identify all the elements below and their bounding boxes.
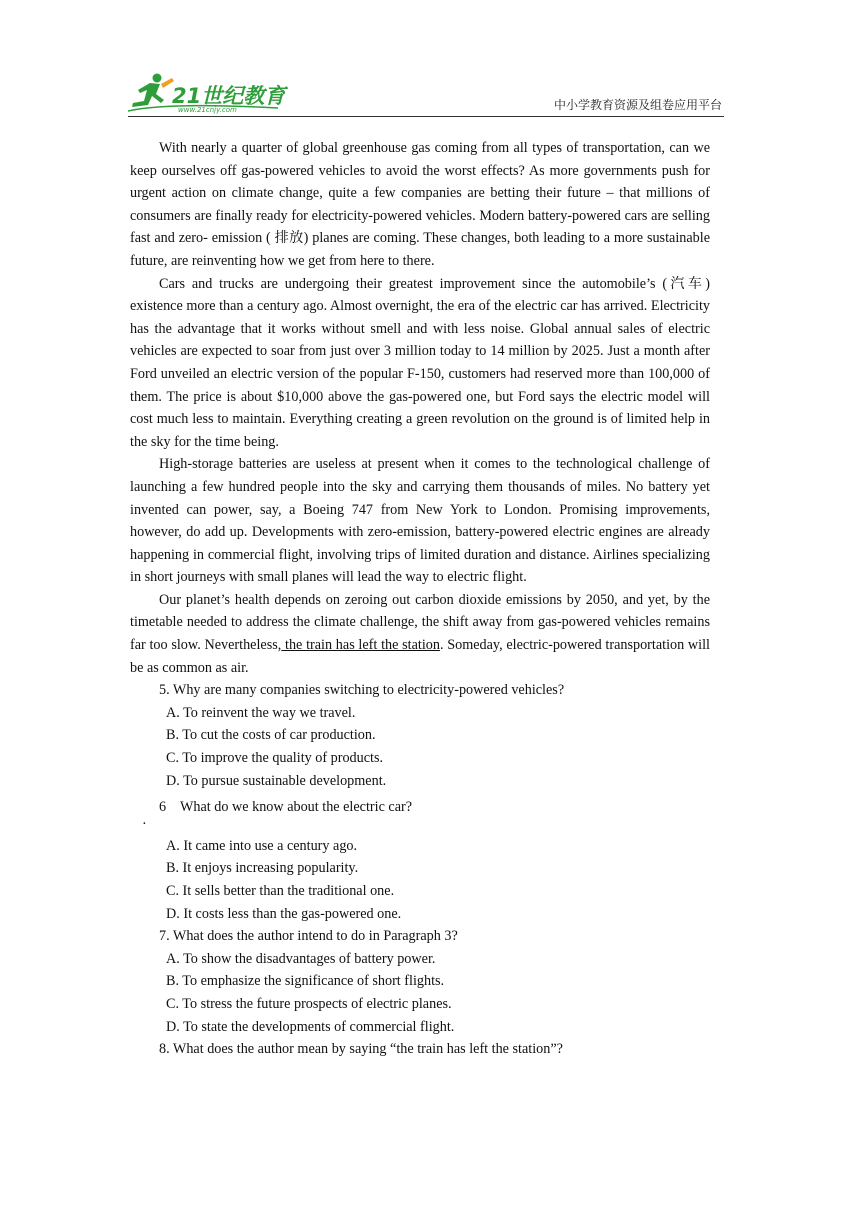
option-a: A. To reinvent the way we travel. [166,704,356,721]
question-stem: 8. What does the author mean by saying “the train has left the station”? [159,1041,563,1058]
svg-text:www.21cnjy.com: www.21cnjy.com [178,106,237,114]
option-b: B. It enjoys increasing popularity. [166,860,359,877]
option-c: C. It sells better than the traditional one. [166,883,395,899]
site-logo [128,72,298,114]
option-b: B. To emphasize the significance of short flights. [166,973,445,990]
option-b: B. To cut the costs of car production. [166,727,376,744]
passage-paragraph-4 [130,589,710,679]
runner-logo-icon [128,72,298,114]
option-d: D. It costs less than the gas-powered one. [166,905,402,922]
option-d: D. To pursue sustainable development. [166,772,387,789]
option-a: A. To show the disadvantages of battery power. [166,950,436,967]
passage-paragraph-1: With nearly a quarter of global greenhouse gas coming from all types of transportation, can we keep ourselves off gas-powered vehicles to avoid the worst effects? As more governments push for urgent action on climate change, quite a few companies are betting their future – that millions of consumers are finally ready for electricity-powered vehicles. Modern battery-powered cars are selling fast and zero- emission ( 排放) planes are coming. These changes, both leading to a more sustainable future, are reinventing how we get from here to there. [130,140,710,269]
question-5 [130,679,710,792]
option-d: D. To state the developments of commercial flight. [166,1018,455,1035]
question-6 [130,796,710,925]
option-a: A. It came into use a century ago. [166,837,358,854]
question-stem: 6 What do we know about the electric car? [159,799,413,816]
paragraph-4-text-b: . Someday, electric-powered transportation will be as common as air. [130,637,710,676]
option-c: C. To improve the quality of products. [166,750,384,767]
question-8 [130,1038,710,1061]
question-7 [130,925,710,1038]
question-stem: 7. What does the author intend to do in Paragraph 3? [159,928,458,945]
svg-text:21世纪教育: 21世纪教育 [172,84,286,108]
option-c: C. To stress the future prospects of electric planes. [166,995,452,1012]
question-stem: 5. Why are many companies switching to electricity-powered vehicles? [159,682,565,699]
passage-paragraph-3: High-storage batteries are useless at present when it comes to the technological challenge of launching a few hundred people into the sky and carrying them thousands of miles. No battery yet invented can power, say, a Boeing 747 from New York to London. Promising improvements, however, do add up. Developments with zero-emission, battery-powered electric engines are already happening in commercial flight, involving trips of limited duration and distance. Airlines specializing in short journeys with small planes will lead the way to electric flight. [130,456,710,586]
page-header [128,70,724,117]
document-body [130,137,710,1061]
underlined-phrase: the train has left the station [281,637,440,654]
paragraph-4-text-a: Our planet’s health depends on zeroing out carbon dioxide emissions by 2050, and yet, by the timetable needed to address the climate challenge, the shift away from gas-powered vehicles remains far too slow. Nevertheless, [130,591,710,654]
platform-title: 中小学教育资源及组卷应用平台 [553,98,722,112]
passage-paragraph-2: Cars and trucks are undergoing their greatest improvement since the automobile’s (汽车) existence more than a century ago. Almost overnight, the era of the electric car has arrived. Electricity has the advantage that it works without smell and with less noise. Global annual sales of electric vehicles are expected to soar from just over 3 million today to 14 million by 2025. Just a month after Ford unveiled an electric version of the popular F-150, customers had reserved more than 100,000 of them. The price is about $10,000 above the gas-powered one, but Ford says the electric model will cost much less to maintain. Everything creating a green revolution on the ground is of limited help in the sky for the time being. [130,275,710,450]
stray-dot: · [142,815,147,832]
